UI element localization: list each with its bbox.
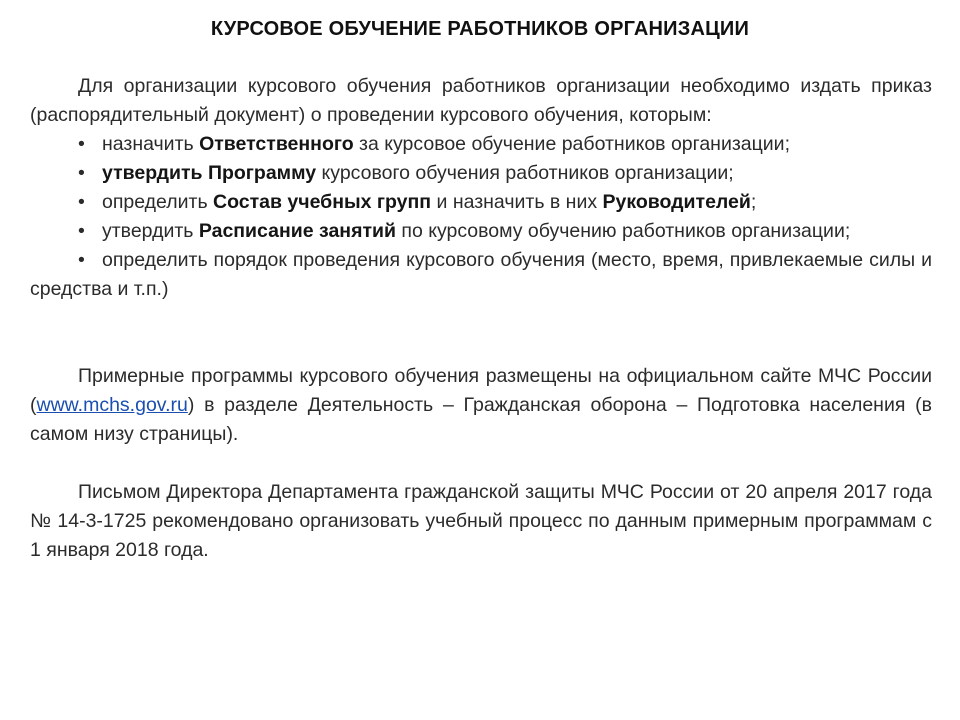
bullet-text: и назначить в них	[431, 191, 603, 213]
bullet-bold-text: Расписание занятий	[198, 220, 396, 242]
bullet-bold-text: утвердить Программу	[102, 162, 317, 184]
paragraph-text: ) в разделе Деятельность – Гражданская оборона – Подготовка населения (в самом низу страницы).	[30, 394, 932, 445]
bullet-item	[30, 159, 932, 188]
bullet-text: утвердить	[102, 220, 199, 242]
bullet-icon: •	[78, 162, 85, 184]
bullet-bold-text: Состав учебных групп	[213, 191, 432, 213]
bullet-text: курсового обучения работников организации;	[316, 162, 734, 184]
bullet-icon: •	[78, 249, 85, 271]
bullet-icon: •	[78, 191, 85, 213]
bullet-icon: •	[78, 220, 85, 242]
bullet-text: ;	[750, 191, 757, 213]
bullet-item	[30, 217, 932, 246]
spacer	[30, 304, 932, 362]
paragraph-text: Примерные программы курсового обучения размещены на официальном сайте МЧС России (	[30, 365, 932, 416]
spacer	[30, 449, 932, 478]
bullet-item	[30, 188, 932, 217]
mchs-website-link[interactable]: www.mchs.gov.ru	[36, 394, 188, 416]
bullet-item	[30, 130, 932, 159]
intro-paragraph: Для организации курсового обучения работников организации необходимо издать приказ (распорядительный документ) о проведении курсового обучения, которым:	[30, 75, 932, 126]
programs-paragraph	[30, 362, 932, 449]
bullet-text: определить	[102, 191, 214, 213]
slide-body	[30, 72, 932, 565]
bullet-icon: •	[78, 133, 85, 155]
page-title: КУРСОВОЕ ОБУЧЕНИЕ РАБОТНИКОВ ОРГАНИЗАЦИИ	[210, 18, 750, 40]
bullet-item	[30, 246, 932, 304]
bullet-text: назначить	[102, 133, 200, 155]
bullet-text: по курсовому обучению работников организации;	[395, 220, 851, 242]
bullet-text: за курсовое обучение работников организации;	[353, 133, 790, 155]
bullet-text: определить порядок проведения курсового обучения (место, время, привлекаемые силы и средства и т.п.)	[30, 249, 932, 300]
letter-paragraph: Письмом Директора Департамента гражданской защиты МЧС России от 20 апреля 2017 года № 14-3-1725 рекомендовано организовать учебный процесс по данным примерным программам с 1 января 2018 года.	[30, 481, 932, 561]
bullet-bold-text: Ответственного	[199, 133, 354, 155]
bullet-bold-text: Руководителей	[602, 191, 751, 213]
